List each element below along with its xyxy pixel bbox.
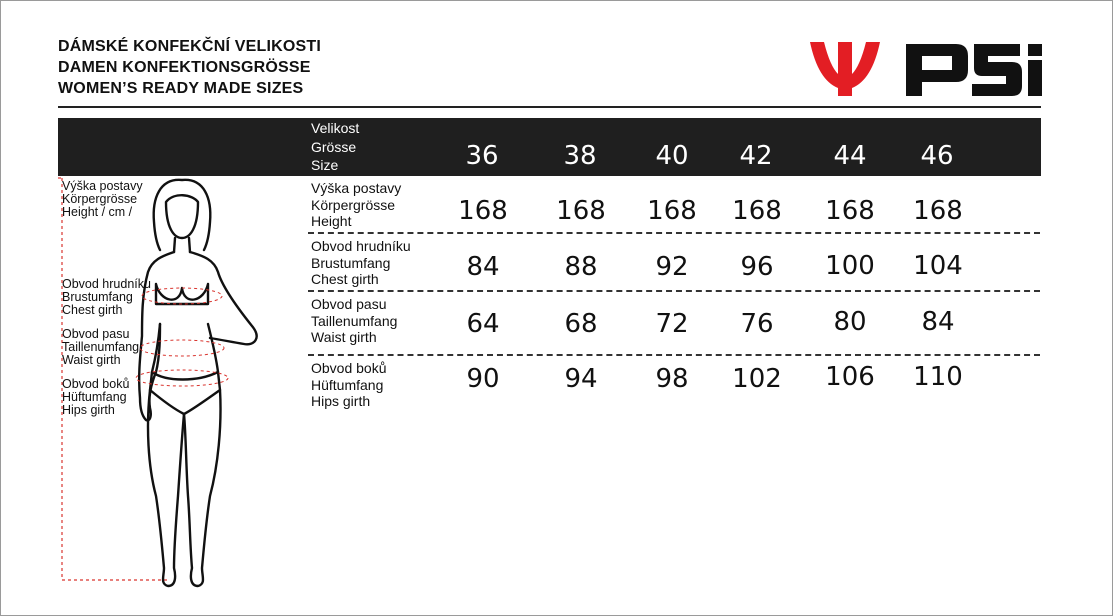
psi-logo-mark <box>810 42 880 96</box>
size-38: 38 <box>563 141 597 171</box>
figure-label-line: Hips girth <box>62 403 115 417</box>
figure-label-line: Hüftumfang <box>62 390 127 404</box>
cell-waist-38: 68 <box>564 309 598 339</box>
cell-waist-44: 80 <box>833 307 867 337</box>
cell-hips-38: 94 <box>564 364 598 394</box>
size-40: 40 <box>655 141 689 171</box>
cell-height-36: 168 <box>458 196 508 226</box>
figure-label-line: Taillenumfang <box>62 340 140 354</box>
size-44: 44 <box>833 141 867 171</box>
cell-waist-46: 84 <box>921 307 955 337</box>
row-divider <box>308 354 1040 356</box>
size-header-cz: Velikost <box>311 120 360 136</box>
figure-label-line: Brustumfang <box>62 290 133 304</box>
row-divider <box>308 290 1040 292</box>
cell-hips-46: 110 <box>913 362 963 392</box>
cell-chest-46: 104 <box>913 251 963 281</box>
title-german: DAMEN KONFEKTIONSGRÖSSE <box>58 59 311 76</box>
title-english: WOMEN’S READY MADE SIZES <box>58 80 304 97</box>
cell-height-38: 168 <box>556 196 606 226</box>
cell-chest-42: 96 <box>740 252 774 282</box>
figure-label-line: Obvod pasu <box>62 327 130 341</box>
row-label-line: Körpergrösse <box>311 196 396 213</box>
figure-label-line: Körpergrösse <box>62 192 138 206</box>
row-label-waist <box>311 296 397 346</box>
figure-label-line: Height / cm / <box>62 205 133 219</box>
cell-hips-42: 102 <box>732 364 782 394</box>
row-label-hips <box>311 360 387 410</box>
psi-logo <box>808 36 1044 102</box>
cell-waist-42: 76 <box>740 309 774 339</box>
size-header-en: Size <box>311 157 339 173</box>
figure-label-height <box>62 180 143 219</box>
cell-chest-38: 88 <box>564 252 598 282</box>
row-label-line: Výška postavy <box>311 180 402 196</box>
woman-silhouette <box>139 180 256 586</box>
row-label-line: Brustumfang <box>311 254 391 271</box>
cell-chest-40: 92 <box>655 252 689 282</box>
row-label-line: Chest girth <box>311 271 379 287</box>
figure-label-waist <box>62 328 139 367</box>
cell-height-44: 168 <box>825 196 875 226</box>
cell-chest-36: 84 <box>466 252 500 282</box>
cell-waist-36: 64 <box>466 309 500 339</box>
header-rule <box>58 106 1041 108</box>
cell-hips-40: 98 <box>655 364 689 394</box>
row-divider <box>308 232 1040 234</box>
size-header-de: Grösse <box>311 138 357 155</box>
cell-hips-36: 90 <box>466 364 500 394</box>
figure-label-line: Chest girth <box>62 303 123 317</box>
size-46: 46 <box>920 141 954 171</box>
psi-logo-letters <box>906 44 1042 96</box>
row-label-line: Waist girth <box>311 329 377 345</box>
cell-height-46: 168 <box>913 196 963 226</box>
figure-label-hips <box>62 378 129 417</box>
size-header-label <box>311 119 359 175</box>
row-label-chest <box>311 238 411 288</box>
row-label-line: Taillenumfang <box>311 312 398 329</box>
row-label-line: Obvod hrudníku <box>311 238 411 254</box>
figure-label-line: Obvod boků <box>62 377 130 391</box>
cell-height-40: 168 <box>647 196 697 226</box>
figure-label-line: Obvod hrudníku <box>62 277 151 291</box>
cell-chest-44: 100 <box>825 251 875 281</box>
row-label-line: Hips girth <box>311 393 371 409</box>
cell-height-42: 168 <box>732 196 782 226</box>
row-label-line: Height <box>311 213 352 229</box>
row-label-line: Obvod pasu <box>311 296 387 312</box>
size-42: 42 <box>739 141 773 171</box>
size-36: 36 <box>465 141 499 171</box>
figure-label-line: Waist girth <box>62 353 121 367</box>
figure-label-chest <box>62 278 151 317</box>
figure-label-line: Výška postavy <box>62 179 143 193</box>
cell-waist-40: 72 <box>655 309 689 339</box>
row-label-line: Obvod boků <box>311 360 387 376</box>
row-label-height <box>311 180 401 230</box>
cell-hips-44: 106 <box>825 362 875 392</box>
title-czech: DÁMSKÉ KONFEKČNÍ VELIKOSTI <box>58 38 321 55</box>
row-label-line: Hüftumfang <box>311 376 384 393</box>
